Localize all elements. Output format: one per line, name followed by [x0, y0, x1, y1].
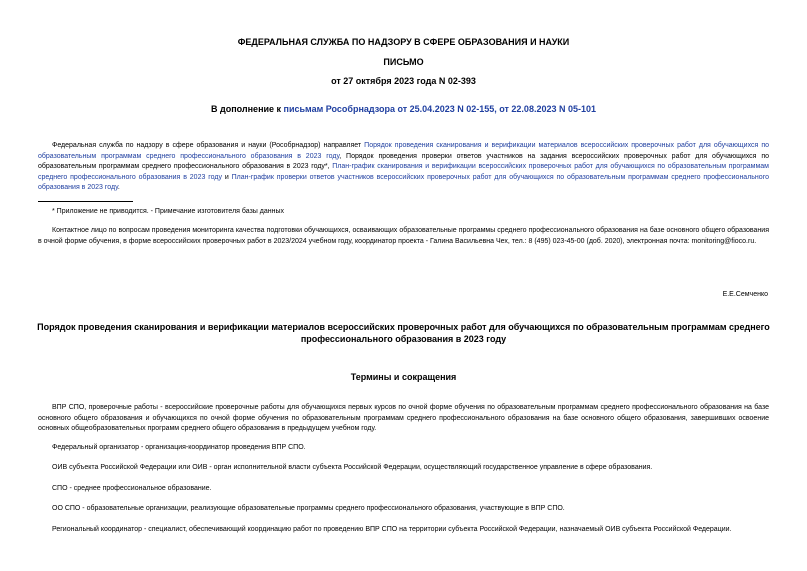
p1-text-c: и [221, 173, 232, 181]
p1-link-scanning-order[interactable]: Порядок проведения сканирования и верификации материалов всероссийских проверочных работ для обучающихся по образовательным программам среднего профессионального образования в 2023 году [38, 142, 769, 160]
section-heading: Термины и сокращения [350, 372, 457, 382]
footnote-divider [38, 201, 133, 202]
term-regional-coordinator: Региональный координатор - специалист, обеспечивающий координацию работ по проведению ВПР СПО на территории субъекта Российской Федерации, назначаемый ОИВ субъекта Российской Федерации. [52, 526, 732, 533]
term-spo: СПО - среднее профессиональное образование. [52, 485, 212, 492]
document-type: ПИСЬМО [383, 57, 424, 67]
subject-link[interactable]: письмам Рособрнадзора от 25.04.2023 N 02-155, от 22.08.2023 N 05-101 [283, 104, 596, 114]
p1-link-scanning-schedule[interactable]: План-график сканирования и верификации всероссийских проверочных работ для обучающихся по образовательным программам среднего профессионального образования в 2023 году [38, 163, 769, 181]
term-federal-organizer: Федеральный организатор - организация-координатор проведения ВПР СПО. [52, 444, 306, 451]
p1-text-b: , Порядок проведения проверки ответов участников на задания всероссийских проверочных работ для обучающихся по образовательным программам среднего профессионального образования в 2023 году*, [38, 152, 769, 170]
paragraph-2: Контактное лицо по вопросам проведения мониторинга качества подготовки обучающихся, осваивающих образовательные программы среднего профессионального образования на базе основного общего образования в очной форме обучения, в форме всероссийских проверочных работ в 2023/2024 учебном году, координатор проекта - Галина Васильевна Чех, тел.: 8 (495) 023-45-00 (доб. 2020), электронная почта: monitoring@fioco.ru. [38, 227, 769, 245]
footnote: * Приложение не приводится. - Примечание изготовителя базы данных [52, 208, 284, 215]
p1-text-d: . [117, 184, 120, 191]
order-title: Порядок проведения сканирования и верификации материалов всероссийских проверочных работ для обучающихся по образовательным программам среднего профессионального образования в 2023 году [37, 322, 770, 344]
term-oiv: ОИВ субъекта Российской Федерации или ОИВ - орган исполнительной власти субъекта Российской Федерации, осуществляющий государственное управление в сфере образования. [52, 464, 653, 471]
agency-heading: ФЕДЕРАЛЬНАЯ СЛУЖБА ПО НАДЗОРУ В СФЕРЕ ОБРАЗОВАНИЯ И НАУКИ [237, 37, 570, 47]
paragraph-1 [38, 141, 769, 194]
p1-text-a: Федеральная служба по надзору в сфере образования и науки (Рособрнадзор) направляет [52, 142, 365, 149]
signature: Е.Е.Семченко [722, 291, 768, 298]
date-number: от 27 октября 2023 года N 02-393 [331, 76, 476, 86]
p1-link-check-schedule[interactable]: План-график проверки ответов участников всероссийских проверочных работ для обучающихся по образовательным программам среднего профессионального образования в 2023 году [38, 173, 769, 191]
term-vpr-spo: ВПР СПО, проверочные работы - всероссийские проверочные работы для обучающихся первых курсов по очной форме обучения по образовательным программам среднего профессионального образования на базе основного общего образования и обучающихся по очной форме обучения по образовательным программам среднего профессионального образования на базе основного общего образования, завершивших освоение основных общеобразовательных программ среднего общего образования в предыдущем учебном году. [38, 404, 769, 432]
subject-prefix: В дополнение к [210, 104, 284, 114]
term-oo-spo: ОО СПО - образовательные организации, реализующие образовательные программы среднего профессионального образования, участвующие в ВПР СПО. [52, 505, 565, 512]
subject-line [0, 104, 807, 115]
